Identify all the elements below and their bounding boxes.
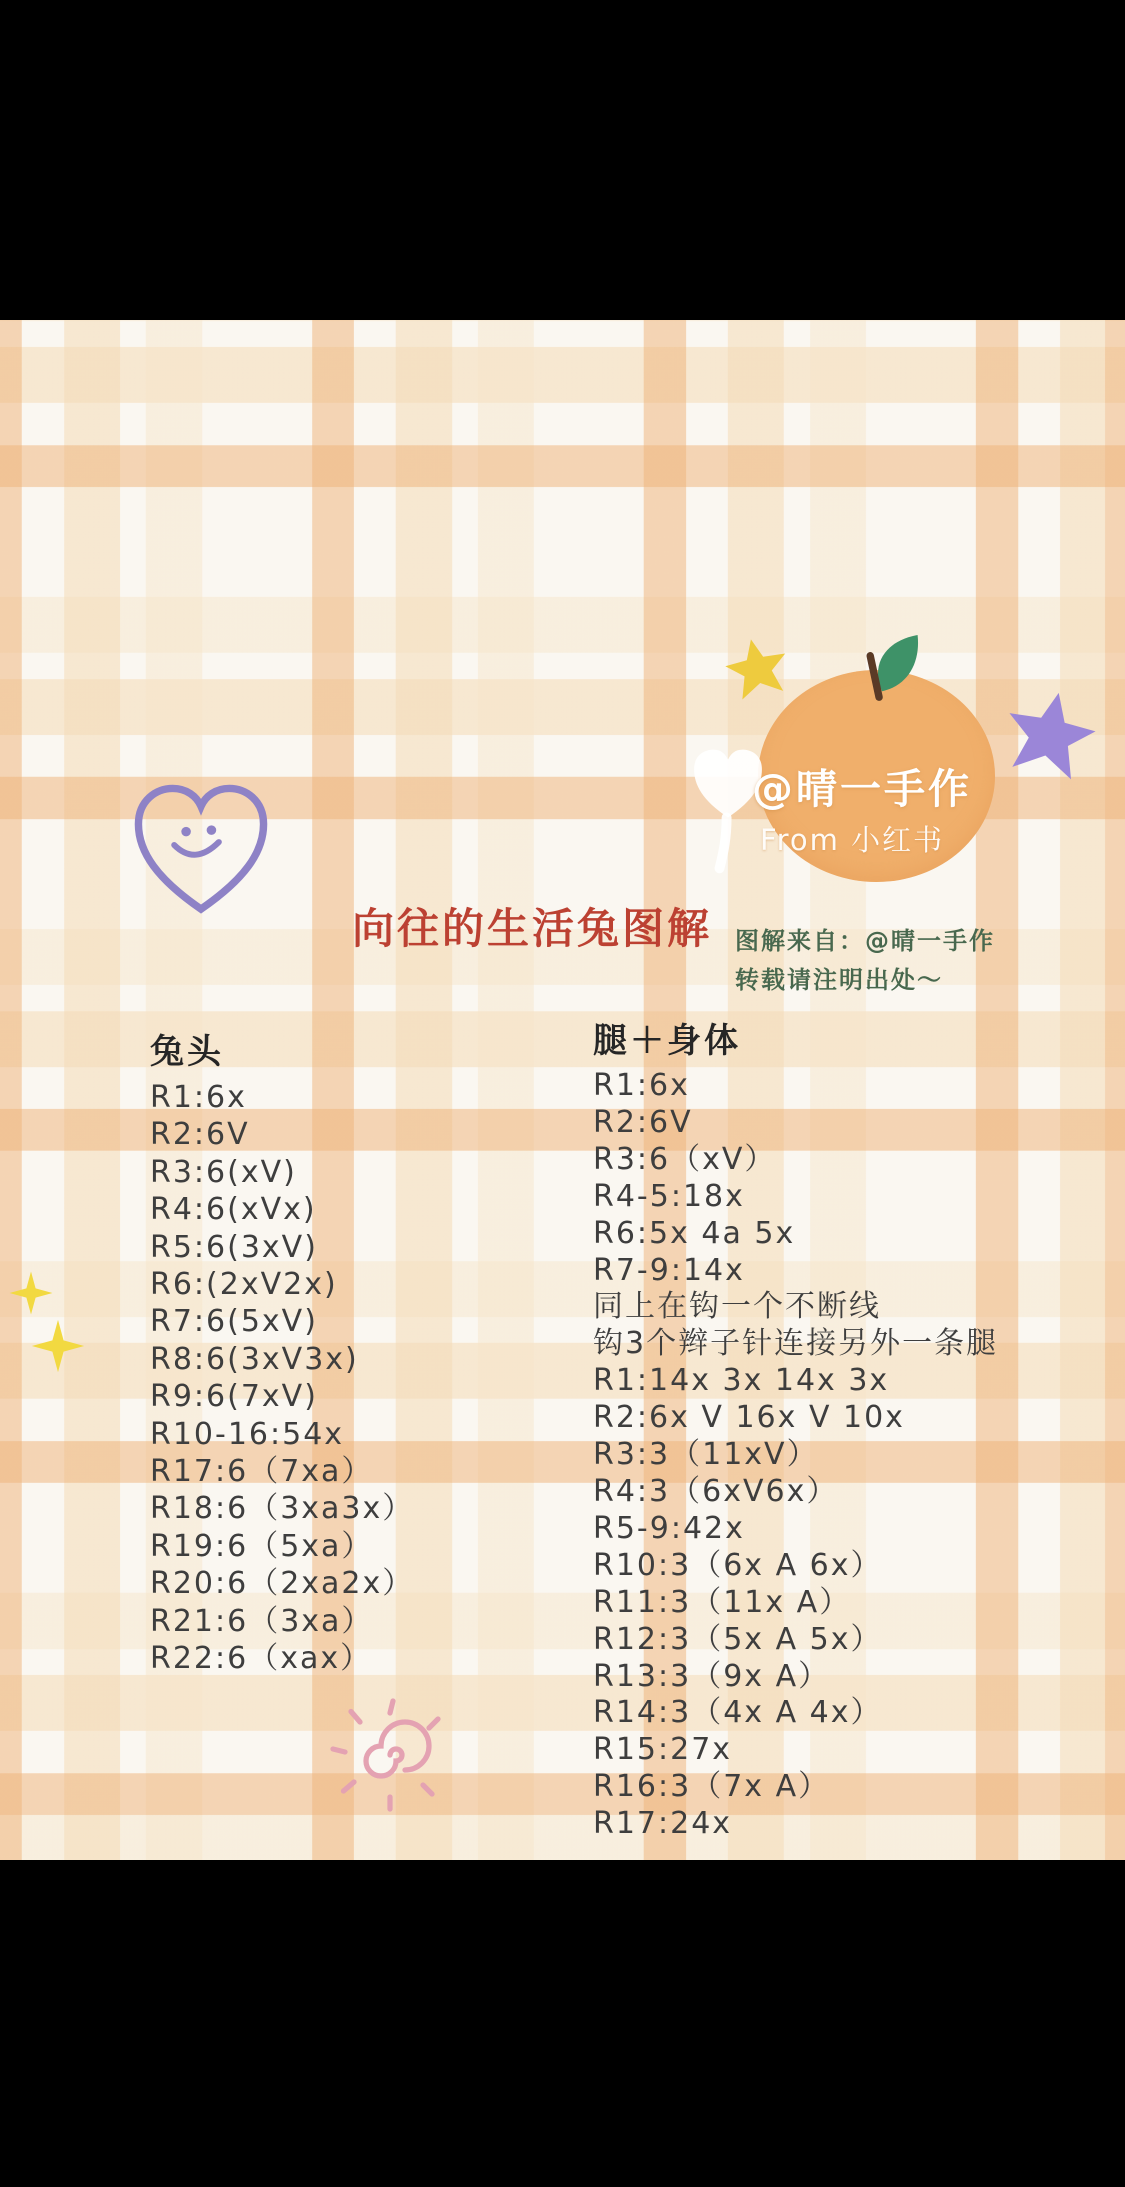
pattern-row: R17:24x bbox=[593, 1806, 733, 1842]
pattern-row: R8:6(3xV3x) bbox=[150, 1341, 359, 1377]
page-title: 向往的生活兔图解 bbox=[352, 904, 713, 953]
pattern-row: R2:6V bbox=[593, 1104, 693, 1140]
section-rabbit-head bbox=[150, 1024, 414, 1678]
pattern-row: 钩3个辫子针连接另外一条腿 bbox=[593, 1326, 999, 1362]
section-title: 兔头 bbox=[150, 1032, 224, 1072]
pattern-row: R20:6（2xa2x） bbox=[150, 1566, 415, 1602]
pattern-row: R7-9:14x bbox=[593, 1252, 745, 1288]
pattern-rows bbox=[593, 1068, 998, 1843]
pattern-row: R9:6(7xV) bbox=[150, 1379, 318, 1415]
pattern-row: 同上在钩一个不断线 bbox=[593, 1289, 881, 1325]
pattern-row: R22:6（xax） bbox=[150, 1641, 373, 1677]
pattern-row: R6:(2xV2x) bbox=[150, 1267, 338, 1303]
credit-line-1: 图解来自：@晴一手作 bbox=[735, 927, 995, 955]
pattern-row: R17:6（7xa） bbox=[150, 1454, 374, 1490]
bottom-letterbox bbox=[0, 1860, 1125, 2187]
pattern-row: R2:6V bbox=[150, 1117, 250, 1153]
sparkle-star-icon bbox=[8, 1270, 54, 1316]
pattern-row: R19:6（5xa） bbox=[150, 1528, 374, 1564]
author-badge: @晴一手作 bbox=[752, 765, 972, 813]
pattern-row: R7:6(5xV) bbox=[150, 1304, 318, 1340]
pattern-row: R15:27x bbox=[593, 1732, 733, 1768]
credit-line-2: 转载请注明出处～ bbox=[735, 966, 943, 994]
pattern-row: R4-5:18x bbox=[593, 1178, 745, 1214]
purple-star-icon bbox=[1000, 688, 1100, 780]
leaf-icon bbox=[840, 632, 930, 712]
pattern-row: R3:6（xV） bbox=[593, 1141, 777, 1177]
pattern-row: R14:3（4x A 4x） bbox=[593, 1695, 883, 1731]
pattern-row: R10-16:54x bbox=[150, 1416, 345, 1452]
top-letterbox bbox=[0, 0, 1125, 320]
pattern-row: R11:3（11x A） bbox=[593, 1584, 852, 1620]
pattern-row: R10:3（6x A 6x） bbox=[593, 1547, 883, 1583]
pattern-row: R4:3（6xV6x） bbox=[593, 1473, 839, 1509]
pattern-row: R1:6x bbox=[593, 1068, 690, 1103]
pattern-row: R2:6x V 16x V 10x bbox=[593, 1400, 905, 1436]
pattern-row: R6:5x 4a 5x bbox=[593, 1215, 796, 1251]
pattern-row: R4:6(xVx) bbox=[150, 1192, 317, 1228]
pattern-row: R13:3（9x A） bbox=[593, 1658, 831, 1694]
pink-sun-icon bbox=[330, 1695, 450, 1815]
section-legs-body bbox=[593, 1013, 998, 1843]
pattern-row: R5-9:42x bbox=[593, 1510, 745, 1546]
pattern-row: R21:6（3xa） bbox=[150, 1603, 374, 1639]
pattern-row: R3:3（11xV） bbox=[593, 1437, 819, 1473]
pattern-row: R1:14x 3x 14x 3x bbox=[593, 1363, 890, 1399]
pattern-row: R18:6（3xa3x） bbox=[150, 1491, 415, 1527]
smiley-heart-icon bbox=[126, 778, 276, 918]
pattern-row: R12:3（5x A 5x） bbox=[593, 1621, 883, 1657]
pattern-rows bbox=[150, 1079, 414, 1678]
pattern-sheet bbox=[0, 320, 1125, 1860]
pattern-row: R1:6x bbox=[150, 1080, 247, 1115]
yellow-star-icon bbox=[722, 636, 792, 700]
section-title: 腿＋身体 bbox=[593, 1021, 741, 1061]
sparkle-star-icon bbox=[30, 1318, 86, 1374]
pattern-row: R5:6(3xV) bbox=[150, 1229, 318, 1265]
pattern-row: R16:3（7x A） bbox=[593, 1769, 831, 1805]
pattern-row: R3:6(xV) bbox=[150, 1154, 297, 1190]
source-badge: From 小红书 bbox=[760, 823, 945, 857]
